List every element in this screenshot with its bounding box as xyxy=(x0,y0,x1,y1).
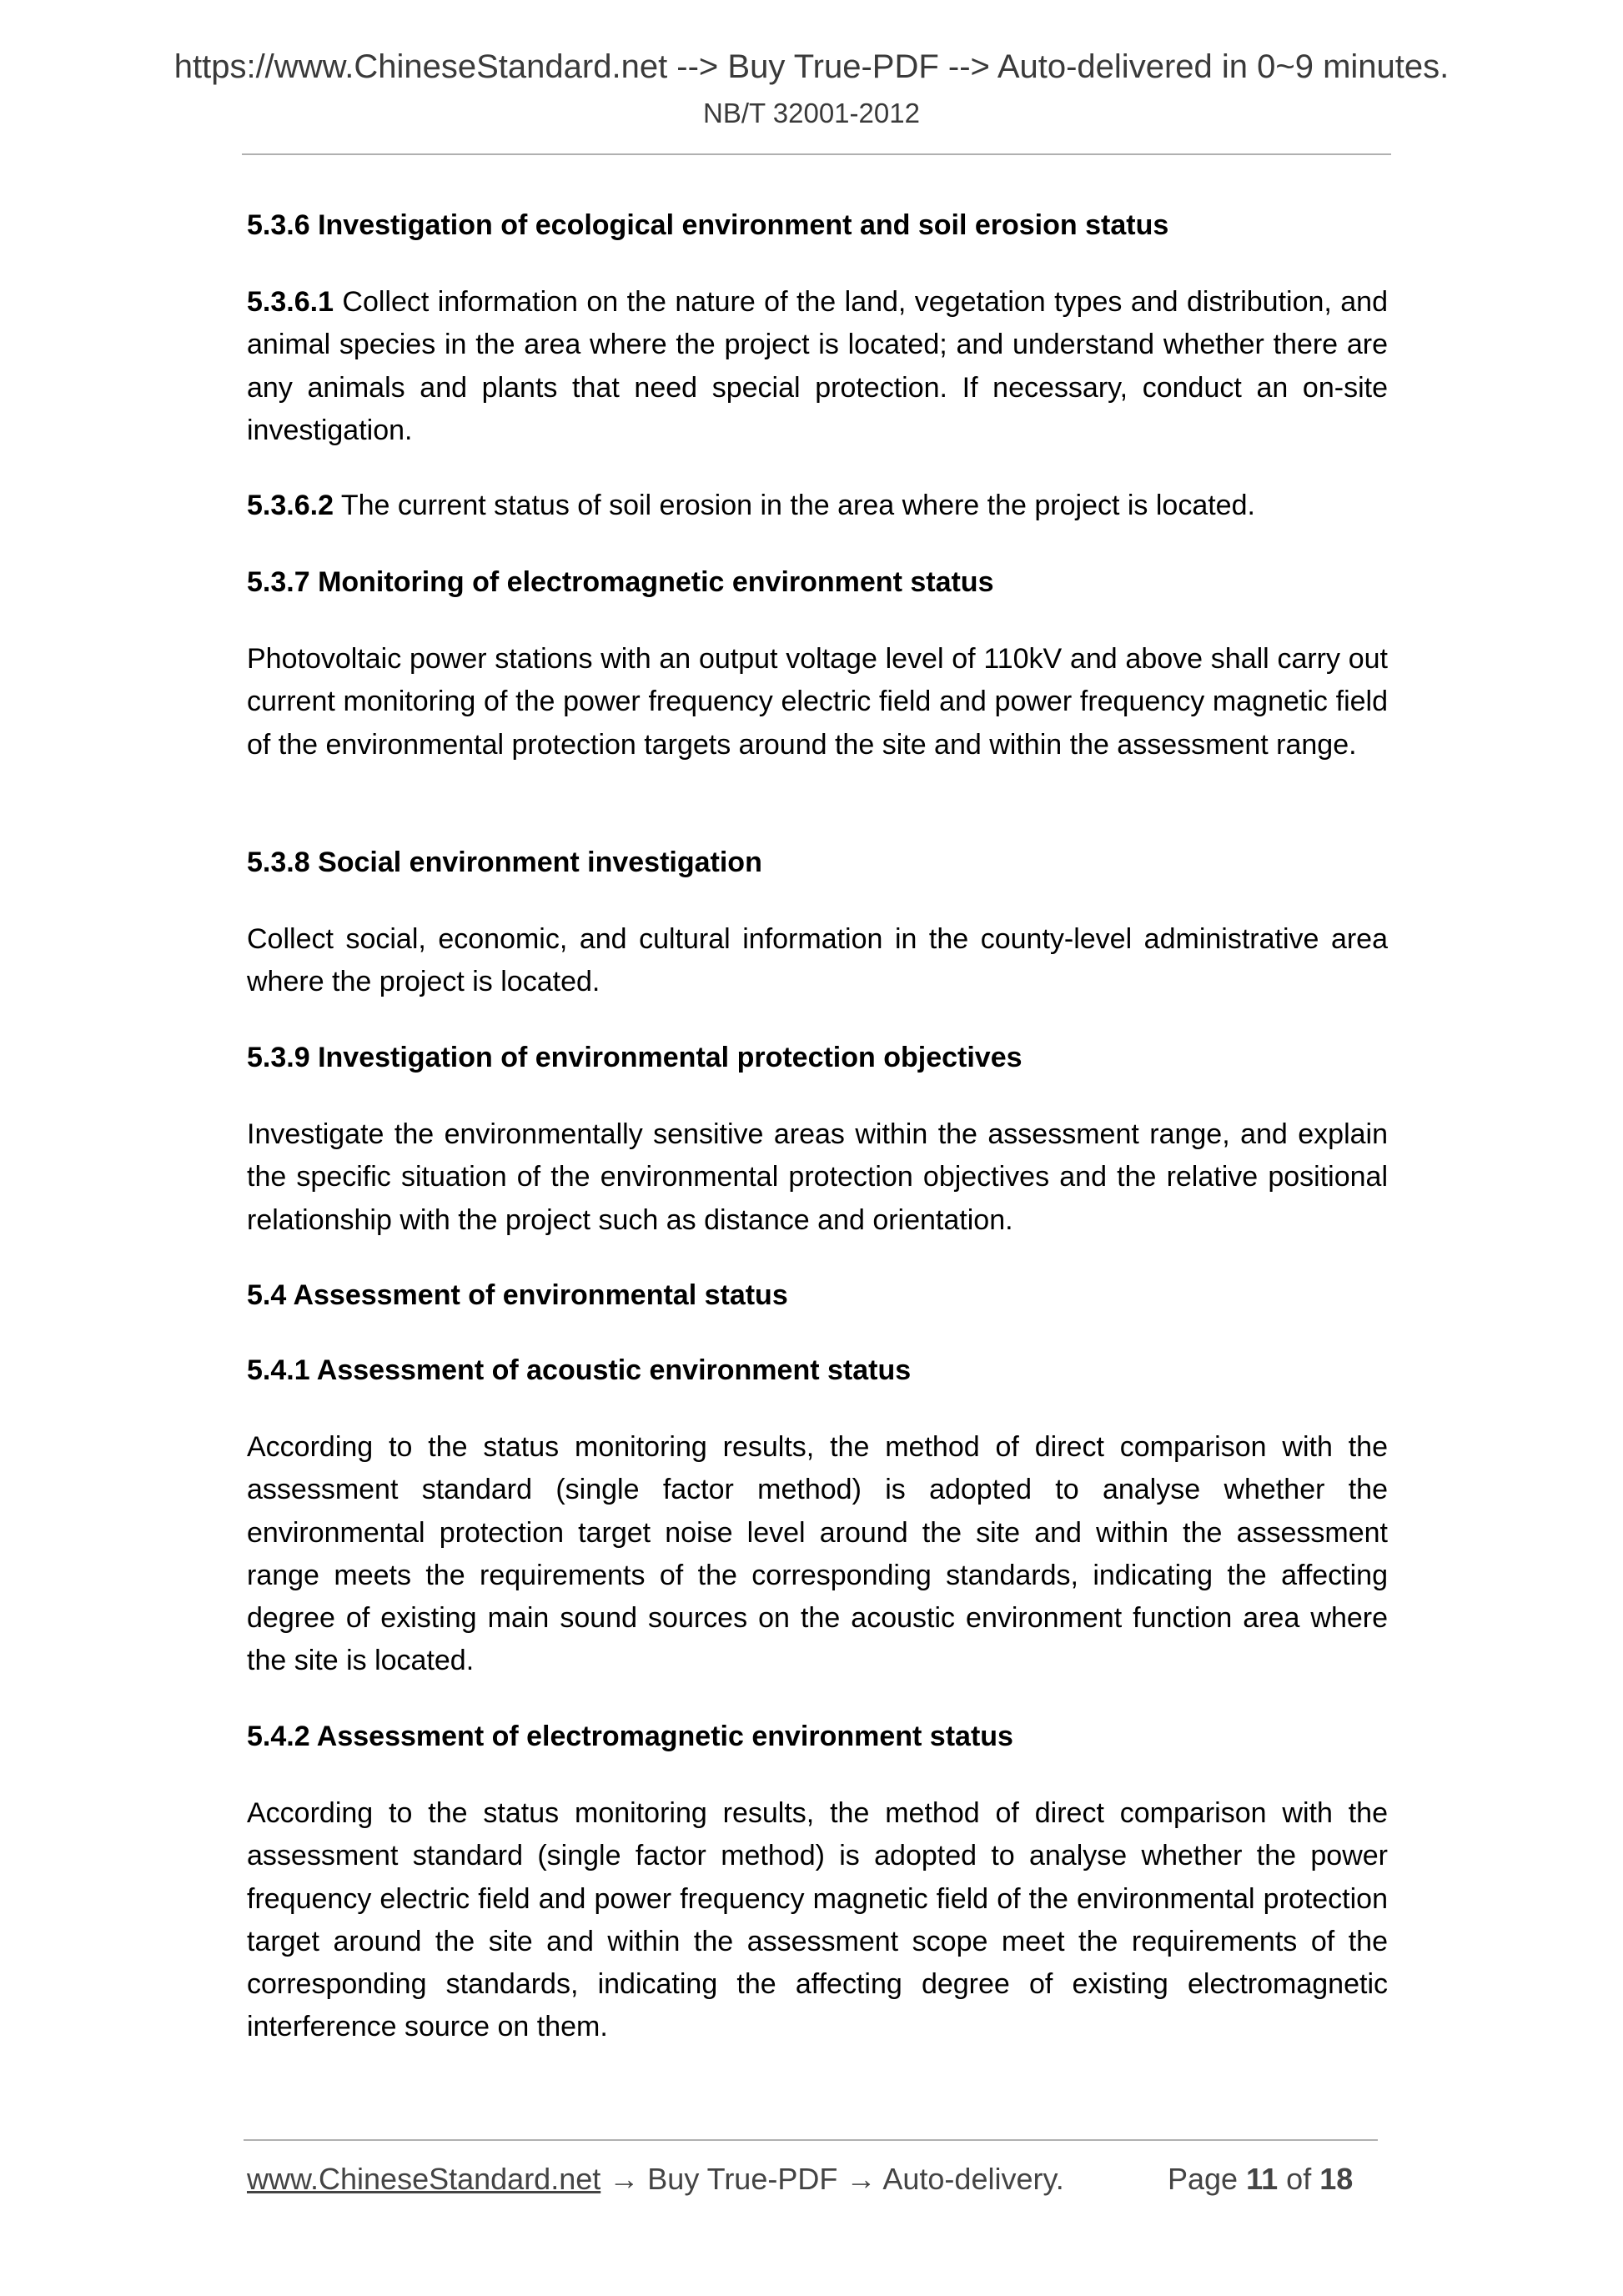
page-number: 11 xyxy=(1246,2162,1279,2196)
page-label: Page xyxy=(1168,2162,1239,2196)
paragraph-text: Photovoltaic power stations with an output voltage level of 110kV and above shall carry out current monitoring of the power frequency electric field and power frequency magnetic field of the environmental protection targets around the site and within the assessment range. xyxy=(247,643,1388,761)
paragraph-text: According to the status monitoring results, the method of direct comparison with the assessment standard (single factor method) is adopted to analyse whether the power frequency electric field and power frequency magnetic field of the environmental protection target around the site and within the assessment scope meet the requirements of the corresponding standards, indicating the affecting degree of existing electromagnetic interference source on them. xyxy=(247,1797,1388,2043)
footer-left xyxy=(247,2160,1064,2198)
header-banner: https://www.ChineseStandard.net --> Buy True-PDF --> Auto-delivered in 0~9 minutes. xyxy=(173,48,1450,85)
section-heading: 5.4 Assessment of environmental status xyxy=(247,1279,788,1311)
arrow-icon: → xyxy=(609,2162,640,2196)
section-heading: 5.3.9 Investigation of environmental protection objectives xyxy=(247,1042,1023,1073)
section-heading: 5.3.7 Monitoring of electromagnetic environment status xyxy=(247,566,994,598)
section-heading: 5.3.6 Investigation of ecological environment and soil erosion status xyxy=(247,209,1169,241)
footer-site-link[interactable]: www.ChineseStandard.net xyxy=(247,2162,601,2196)
paragraph-text: Collect information on the nature of the land, vegetation types and distribution, and animal species in the area where the project is located; and understand whether there are any animals and plants that need special protection. If necessary, conduct an on-site investigation. xyxy=(247,286,1388,446)
of-label: of xyxy=(1286,2162,1312,2196)
arrow-icon: → xyxy=(846,2162,877,2196)
footer-buy-text: Buy True-PDF xyxy=(647,2162,838,2196)
paragraph xyxy=(247,638,1388,766)
paragraph xyxy=(247,281,1388,452)
paragraph xyxy=(247,918,1388,1004)
standard-number: NB/T 32001-2012 xyxy=(703,98,920,128)
footer-delivery-text: Auto-delivery. xyxy=(882,2162,1064,2196)
paragraph xyxy=(247,1792,1388,2049)
paragraph-text: Collect social, economic, and cultural information in the county-level administrative area where the project is located. xyxy=(247,923,1388,998)
section-heading: 5.4.1 Assessment of acoustic environment status xyxy=(247,1354,912,1386)
section-heading: 5.4.2 Assessment of electromagnetic environment status xyxy=(247,1721,1013,1752)
paragraph-text: According to the status monitoring results, the method of direct comparison with the assessment standard (single factor method) is adopted to analyse whether the environmental protection target noise level around the site and within the assessment range meets the requirements of the corresponding standards, indicating the affecting degree of existing main sound sources on the acoustic environment function area where the site is located. xyxy=(247,1431,1388,1677)
page-total: 18 xyxy=(1319,2162,1354,2196)
paragraph xyxy=(247,1113,1388,1242)
footer-divider xyxy=(244,2139,1378,2141)
paragraph xyxy=(247,485,1388,527)
header-divider xyxy=(242,153,1391,155)
paragraph-text: The current status of soil erosion in the area where the project is located. xyxy=(333,490,1255,521)
paragraph xyxy=(247,1426,1388,1683)
paragraph-text: Investigate the environmentally sensitive areas within the assessment range, and explain the specific situation of the environmental protection objectives and the relative positional relationship with the project such as distance and orientation. xyxy=(247,1118,1388,1236)
clause-number: 5.3.6.1 xyxy=(247,286,334,318)
page-indicator xyxy=(1168,2160,1353,2198)
clause-number: 5.3.6.2 xyxy=(247,490,334,521)
section-heading: 5.3.8 Social environment investigation xyxy=(247,847,762,878)
